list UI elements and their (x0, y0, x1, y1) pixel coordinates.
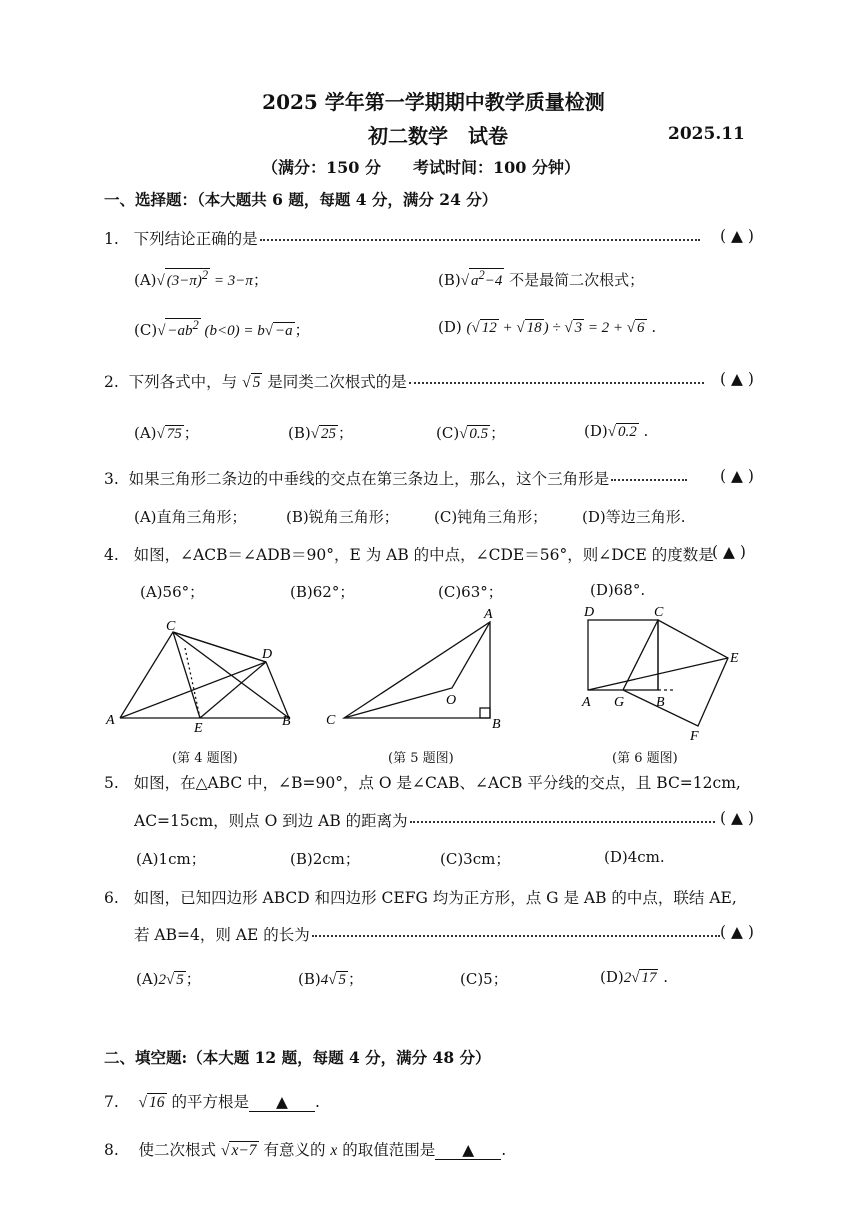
q2-option-c: (C)√ 0.5 ； (436, 424, 506, 442)
q2-option-d: (D)√ 0.2 . (584, 422, 649, 440)
fig5-label-o: O (446, 693, 457, 708)
fig4-label-a: A (106, 713, 115, 728)
fig4-label-d: D (262, 647, 273, 662)
fig6-label-f: F (690, 729, 699, 744)
q3-answer: ( ▲ ) (720, 467, 754, 485)
q1-option-c: $(C)√ -ab^2$ (b<0) = b√ −a ； (134, 318, 310, 339)
q5-option-a: (A)1cm； (136, 850, 206, 868)
q6-option-c: (C)5； (460, 970, 508, 988)
exam-title: 2025 学年第一学期期中教学质量检测 (262, 90, 605, 114)
q1-option-b: (B)√ $a^2-4$ 不是最简二次根式； (438, 268, 645, 289)
fig4-caption: (第 4 题图) (172, 751, 238, 766)
q8-blank[interactable]: ▲ (435, 1141, 501, 1160)
q6-stem-cont: 若 AB=4，则 AE 的长为 (134, 923, 722, 945)
q3-option-d: (D)等边三角形. (582, 508, 686, 526)
q1-stem: 1. 下列结论正确的是 (104, 227, 702, 249)
fig5-caption: (第 5 题图) (388, 751, 454, 766)
section2-heading: 二、填空题:（本大题 12 题，每题 4 分，满分 48 分） (104, 1048, 491, 1067)
q4-option-b: (B)62°； (290, 583, 355, 601)
q3-option-a: (A)直角三角形； (134, 508, 247, 526)
q6-stem: 6. 如图，已知四边形 ABCD 和四边形 CEFG 均为正方形，点 G 是 AB 的中点，联结 AE, (104, 889, 737, 907)
q4-option-c: (C)63°； (438, 583, 503, 601)
q5-option-c: (C)3cm； (440, 850, 511, 868)
q7: 7. √ 16 的平方根是 ▲ . (104, 1093, 320, 1111)
q5-option-b: (B)2cm； (290, 850, 360, 868)
q4-answer: ( ▲ ) (712, 543, 746, 561)
fig4-label-b: B (282, 714, 291, 729)
q7-blank[interactable]: ▲ (249, 1093, 315, 1112)
fig6-label-d: D (584, 605, 595, 620)
q1-option-d: (D) (√ 12 + √ 18 ) ÷ √ 3 = 2 + √ 6 . (438, 318, 657, 336)
q4-stem: 4. 如图，∠ACB＝∠ADB＝90°，E 为 AB 的中点，∠CDE＝56°，则∠DCE 的度数是 (104, 546, 714, 564)
q6-answer: ( ▲ ) (720, 923, 754, 941)
fig4-label-c: C (166, 619, 176, 634)
fig6-label-e: E (730, 651, 739, 666)
q5-stem-cont: AC=15cm，则点 O 到边 AB 的距离为 (134, 809, 717, 831)
fig6-label-b: B (656, 695, 665, 710)
fig5-label-b: B (492, 717, 501, 732)
q6-option-a: (A)2√ 5 ； (136, 970, 201, 988)
fig6-label-g: G (614, 695, 625, 710)
q3-option-b: (B)锐角三角形； (286, 508, 399, 526)
fig6-caption: (第 6 题图) (612, 751, 678, 766)
q8: 8. 使二次根式 √ x−7 有意义的 x 的取值范围是 ▲ . (104, 1141, 507, 1159)
q5-stem: 5. 如图，在△ABC 中，∠B=90°，点 O 是∠CAB、∠ACB 平分线的交点，且 BC=12cm, (104, 774, 741, 792)
fig4-label-e: E (194, 721, 203, 736)
q5-option-d: (D)4cm. (604, 848, 665, 866)
fig5-label-c: C (326, 713, 336, 728)
fig6-label-c: C (654, 605, 664, 620)
q2-option-a: (A)√ 75 ； (134, 424, 199, 442)
fig6-label-a: A (582, 695, 591, 710)
q1-answer: ( ▲ ) (720, 227, 754, 245)
exam-subtitle: 初二数学 试卷 (368, 124, 508, 148)
q2-stem: 2. 下列各式中，与 √ 5 是同类二次根式的是 (104, 370, 706, 392)
exam-date: 2025.11 (668, 124, 745, 144)
q6-option-d: (D)2√ 17 . (600, 968, 669, 986)
q2-option-b: (B)√ 25 ； (288, 424, 353, 442)
q2-answer: ( ▲ ) (720, 370, 754, 388)
q4-option-a: (A)56°； (140, 583, 205, 601)
exam-meta: （满分：150 分 考试时间：100 分钟） (262, 158, 580, 177)
figure-5 (320, 600, 520, 740)
figure-6 (574, 600, 754, 745)
q4-option-d: (D)68°. (590, 581, 646, 599)
q6-option-b: (B)4√ 5 ； (298, 970, 363, 988)
fig5-label-a: A (484, 607, 493, 622)
q5-answer: ( ▲ ) (720, 809, 754, 827)
q3-stem: 3. 如果三角形二条边的中垂线的交点在第三条边上，那么，这个三角形是 (104, 467, 689, 489)
q1-option-a: (A)√ $(3-\pi)^2 = 3-\pi$； (134, 268, 268, 289)
q3-option-c: (C)钝角三角形； (434, 508, 548, 526)
figure-4 (100, 610, 300, 740)
section1-heading: 一、选择题：（本大题共 6 题，每题 4 分，满分 24 分） (104, 190, 498, 209)
